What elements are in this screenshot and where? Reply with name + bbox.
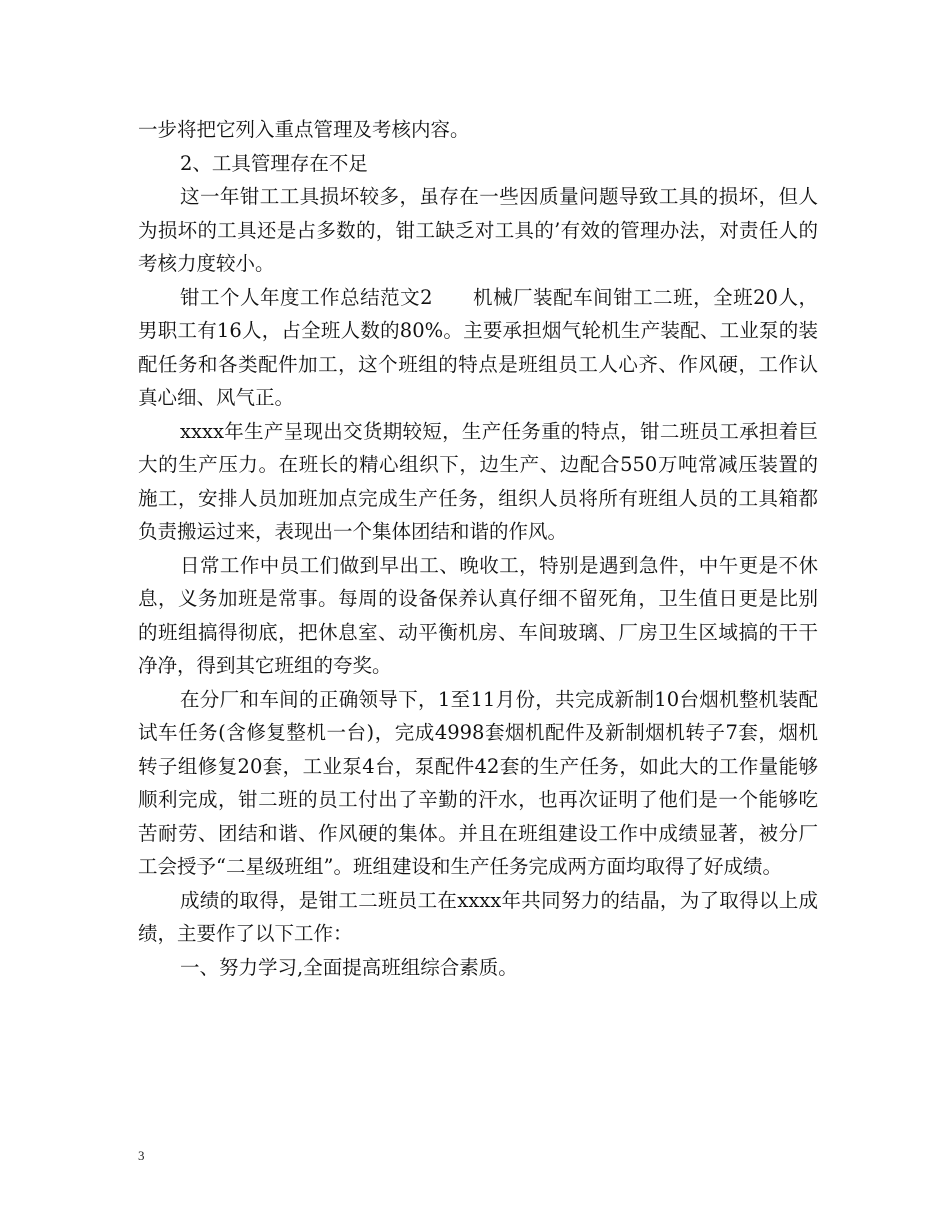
section-heading-tool-management: 2、工具管理存在不足 xyxy=(180,151,368,175)
paragraph-results-summary: 成绩的取得，是钳工二班员工在xxxx年共同努力的结晶，为了取得以上成绩，主要作了以下工作： xyxy=(138,888,818,945)
document-body xyxy=(138,113,818,984)
paragraph-achievements: 在分厂和车间的正确领导下，1至11月份，共完成新制10台烟机整机装配试车任务(含修复整机一台)，完成4998套烟机配件及新制烟机转子7套，烟机转子组修复20套，工业泵4台，泵配件42套的生产任务，如此大的工作量能够顺利完成，钳二班的员工付出了辛勤的汗水，也再次证明了他们是一个能够吃苦耐劳、团结和谐、作风硬的集体。并且在班组建设工作中成绩显著，被分厂工会授予“二星级班组”。班组建设和生产任务完成两方面均取得了好成绩。 xyxy=(138,687,818,878)
paragraph-tool-damage: 这一年钳工工具损坏较多，虽存在一些因质量问题导致工具的损坏，但人为损坏的工具还是占多数的，钳工缺乏对工具的’有效的管理办法，对责任人的考核力度较小。 xyxy=(138,185,818,275)
paragraph-continuation: 一步将把它列入重点管理及考核内容。 xyxy=(138,118,470,141)
paragraph-sample-2-intro: 钳工个人年度工作总结范文2 机械厂装配车间钳工二班，全班20人，男职工有16人，占全班人数的80%。主要承担烟气轮机生产装配、工业泵的装配任务和各类配件加工，这个班组的特点是班组员工人心齐、作风硬，工作认真心细、风气正。 xyxy=(138,285,818,409)
paragraph-daily-work: 日常工作中员工们做到早出工、晚收工，特别是遇到急件，中午更是不休息，义务加班是常事。每周的设备保养认真仔细不留死角，卫生值日更是比别的班组搞得彻底，把休息室、动平衡机房、车间玻璃、厂房卫生区域搞的干干净净，得到其它班组的夸奖。 xyxy=(138,553,818,677)
page-number: 3 xyxy=(138,1148,145,1163)
paragraph-production-pressure: xxxx年生产呈现出交货期较短，生产任务重的特点，钳二班员工承担着巨大的生产压力。在班长的精心组织下，边生产、边配合550万吨常减压装置的施工，安排人员加班加点完成生产任务，组织人员将所有班组人员的工具箱都负责搬运过来，表现出一个集体团结和谐的作风。 xyxy=(138,419,818,543)
section-heading-study: 一、努力学习,全面提高班组综合素质。 xyxy=(180,955,518,979)
